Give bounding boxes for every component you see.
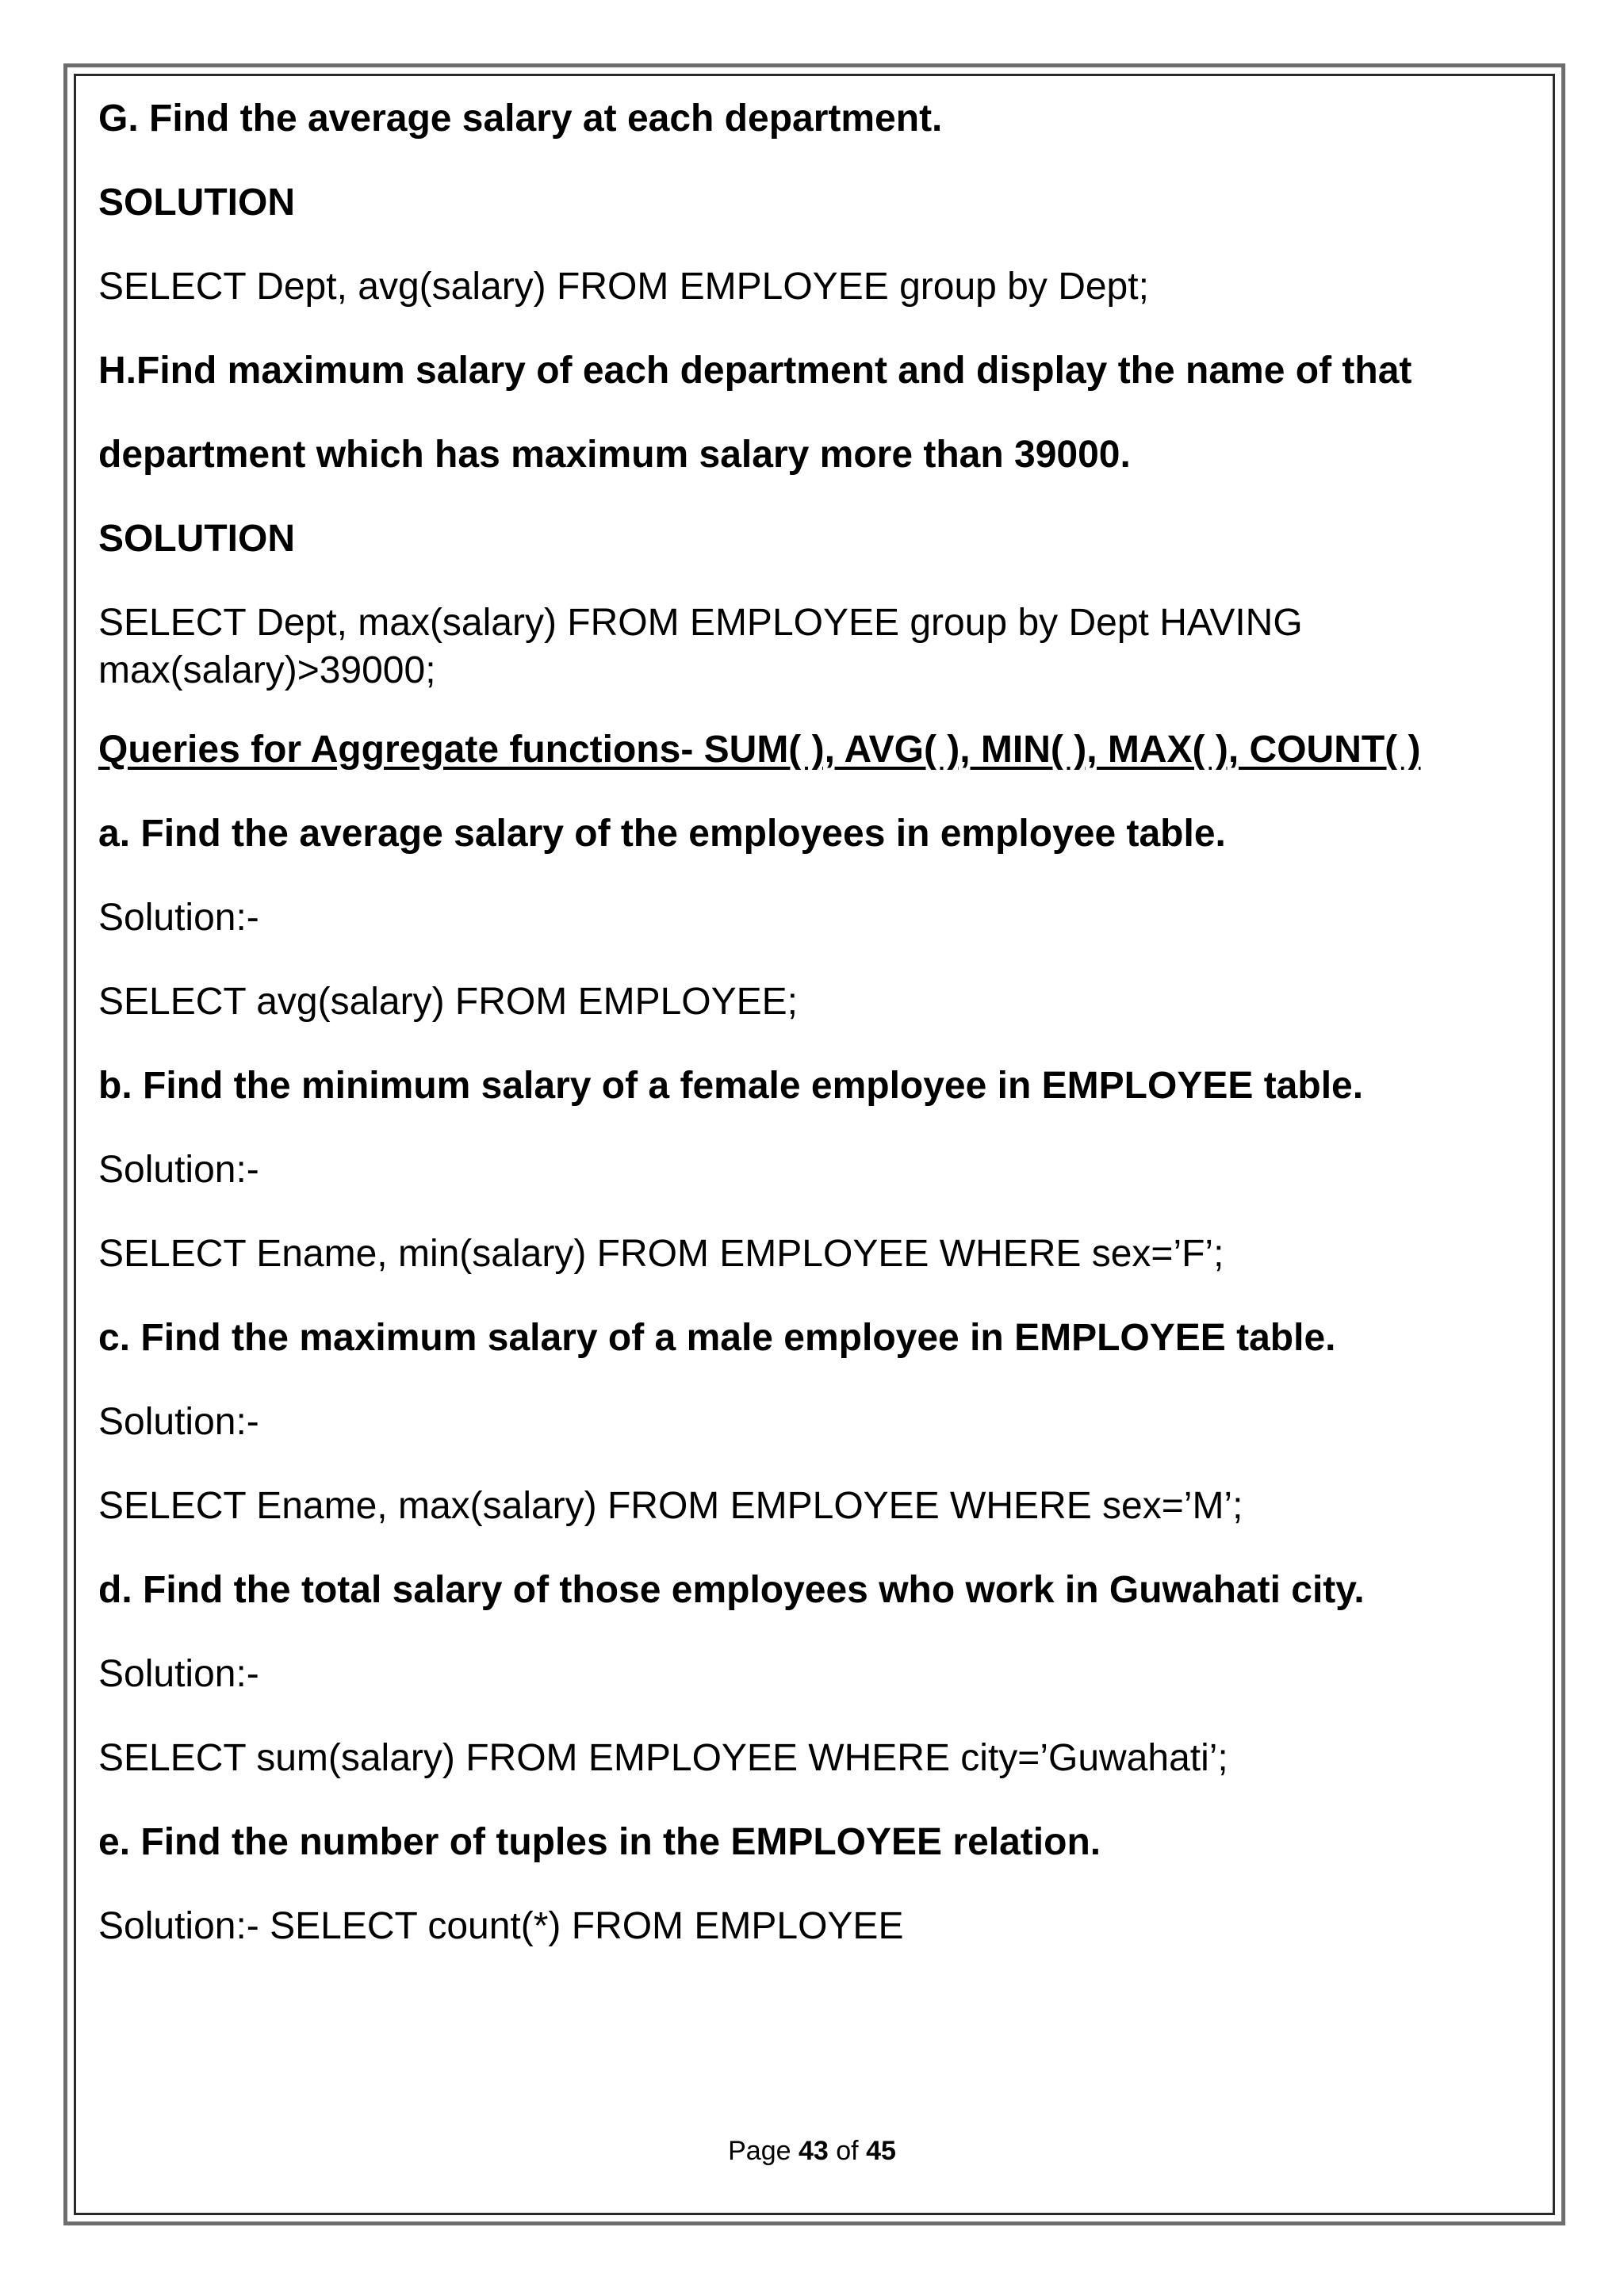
solution-heading-g: SOLUTION: [98, 182, 295, 224]
sql-query-h-line1: SELECT Dept, max(salary) FROM EMPLOYEE group by Dept HAVING: [98, 602, 1303, 644]
solution-label-d: Solution:-: [98, 1653, 259, 1695]
sql-query-d: SELECT sum(salary) FROM EMPLOYEE WHERE city=’Guwahati’;: [98, 1737, 1228, 1779]
solution-label-c: Solution:-: [98, 1401, 259, 1443]
aggregate-functions-heading: Queries for Aggregate functions- SUM( ), AVG( ), MIN( ), MAX( ), COUNT( ): [98, 729, 1421, 771]
footer-current-page: 43: [798, 2136, 829, 2166]
solution-label-b: Solution:-: [98, 1149, 259, 1191]
question-a: a. Find the average salary of the employees in employee table.: [98, 813, 1226, 855]
sql-query-b: SELECT Ename, min(salary) FROM EMPLOYEE WHERE sex=’F’;: [98, 1233, 1224, 1275]
question-d: d. Find the total salary of those employees who work in Guwahati city.: [98, 1569, 1365, 1611]
solution-label-a: Solution:-: [98, 897, 259, 939]
question-e: e. Find the number of tuples in the EMPLOYEE relation.: [98, 1821, 1101, 1863]
sql-query-h-line2: max(salary)>39000;: [98, 649, 436, 691]
sql-query-g: SELECT Dept, avg(salary) FROM EMPLOYEE group by Dept;: [98, 266, 1149, 308]
sql-query-c: SELECT Ename, max(salary) FROM EMPLOYEE WHERE sex=’M’;: [98, 1485, 1243, 1527]
solution-heading-h: SOLUTION: [98, 518, 295, 560]
question-g: G. Find the average salary at each department.: [98, 98, 943, 140]
question-c: c. Find the maximum salary of a male employee in EMPLOYEE table.: [98, 1317, 1336, 1359]
footer-total-pages: 45: [866, 2136, 896, 2166]
question-h-line2: department which has maximum salary more than 39000.: [98, 434, 1131, 476]
footer-of-word: of: [836, 2136, 859, 2166]
page-footer: [0, 2136, 1624, 2167]
footer-page-word: Page: [728, 2136, 791, 2166]
page-border-inner: [74, 74, 1555, 2215]
solution-query-e: Solution:- SELECT count(*) FROM EMPLOYEE: [98, 1905, 904, 1947]
question-b: b. Find the minimum salary of a female employee in EMPLOYEE table.: [98, 1065, 1364, 1107]
sql-query-a: SELECT avg(salary) FROM EMPLOYEE;: [98, 981, 798, 1023]
question-h-line1: H.Find maximum salary of each department and display the name of that: [98, 350, 1412, 392]
